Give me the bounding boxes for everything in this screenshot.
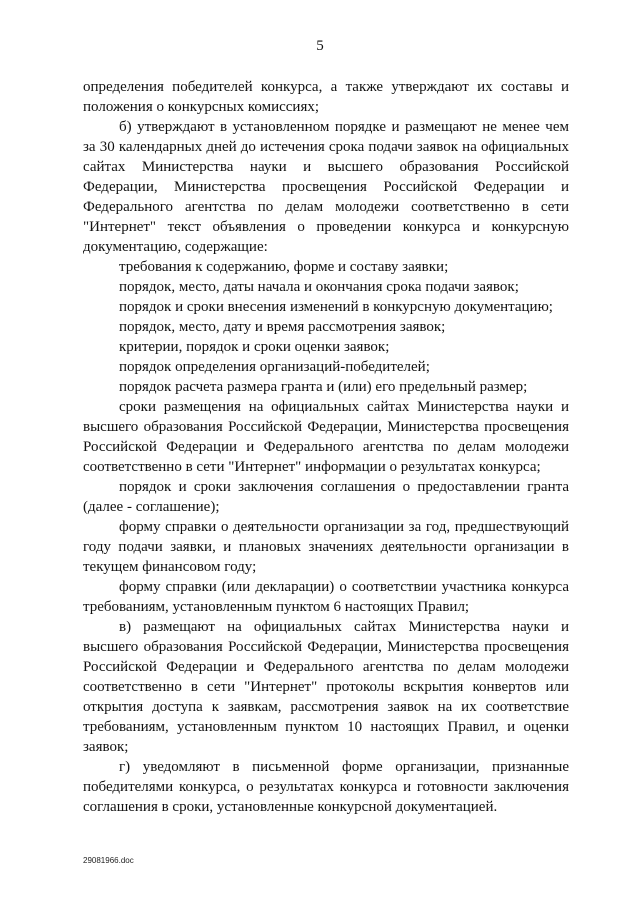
paragraph: г) уведомляют в письменной форме организации, признанные победителями конкурса, о результатах конкурса и готовности заключения соглашения в сроки, установленные конкурсной документацией. bbox=[83, 759, 569, 815]
paragraph: б) утверждают в установленном порядке и размещают не менее чем за 30 календарных дней до истечения срока подачи заявок на официальных сайтах Министерства науки и высшего образования Российской Федерации, Министерства просвещения Российской Федерации и Федерального агентства по делам молодежи соответственно в сети "Интернет" текст объявления о проведении конкурса и конкурсную документацию, содержащие: bbox=[83, 119, 569, 255]
page-number: 5 bbox=[316, 38, 324, 54]
document-body bbox=[83, 77, 569, 817]
list-item: порядок расчета размера гранта и (или) его предельный размер; bbox=[119, 379, 528, 395]
list-item: критерии, порядок и сроки оценки заявок; bbox=[119, 339, 390, 355]
list-item: требования к содержанию, форме и составу заявки; bbox=[119, 259, 449, 275]
paragraph: определения победителей конкурса, а также утверждают их составы и положения о конкурсных комиссиях; bbox=[83, 79, 569, 115]
list-item: порядок и сроки внесения изменений в конкурсную документацию; bbox=[119, 299, 553, 315]
list-item: порядок и сроки заключения соглашения о предоставлении гранта (далее - соглашение); bbox=[83, 479, 569, 515]
list-item: порядок, место, даты начала и окончания срока подачи заявок; bbox=[119, 279, 519, 295]
list-item: порядок, место, дату и время рассмотрения заявок; bbox=[119, 319, 446, 335]
list-item: порядок определения организаций-победителей; bbox=[119, 359, 430, 375]
footer-doc-code: 29081966.doc bbox=[83, 856, 134, 865]
list-item: сроки размещения на официальных сайтах Министерства науки и высшего образования Российской Федерации, Министерства просвещения Российской Федерации и Федерального агентства по делам молодежи соответственно в сети "Интернет" информации о результатах конкурса; bbox=[83, 399, 569, 475]
paragraph: в) размещают на официальных сайтах Министерства науки и высшего образования Российской Федерации, Министерства просвещения Российской Федерации и Федерального агентства по делам молодежи соответственно в сети "Интернет" протоколы вскрытия конвертов или открытия доступа к заявкам, рассмотрения заявок на их соответствие требованиям, установленным пунктом 10 настоящих Правил, и оценки заявок; bbox=[83, 619, 569, 755]
list-item: форму справки (или декларации) о соответствии участника конкурса требованиям, установленным пунктом 6 настоящих Правил; bbox=[83, 579, 569, 615]
list-item: форму справки о деятельности организации за год, предшествующий году подачи заявки, и плановых значениях деятельности организации в текущем финансовом году; bbox=[83, 519, 569, 575]
